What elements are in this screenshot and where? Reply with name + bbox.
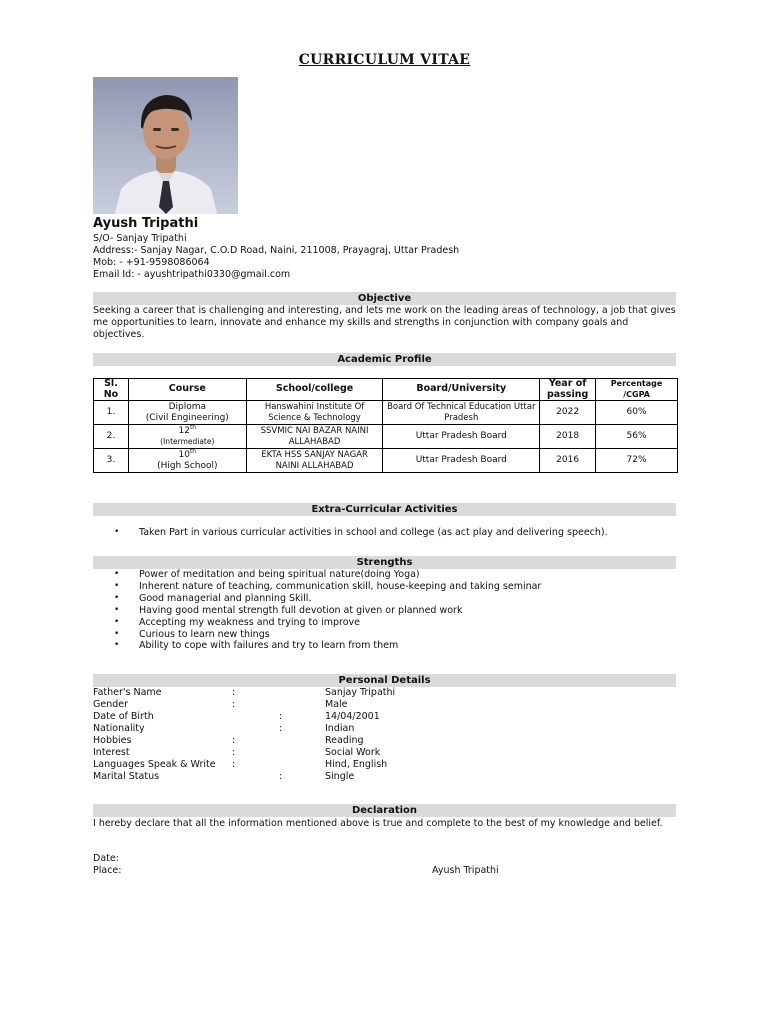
declaration-text: I hereby declare that all the information mentioned above is true and complete to the best of my knowledge and belief. (93, 818, 663, 829)
address: Address:- Sanjay Nagar, C.O.D Road, Naini, 211008, Prayagraj, Uttar Pradesh (93, 245, 460, 256)
personal-row-languages: Languages Speak & Write : Hind, English (93, 759, 388, 770)
academic-header-row (94, 379, 678, 401)
list-item: • Taken Part in various curricular activities in school and college (as act play and delivering speech). (93, 527, 608, 539)
contact-block (93, 233, 459, 281)
academic-heading: Academic Profile (93, 353, 676, 366)
signature-name: Ayush Tripathi (432, 865, 499, 876)
list-item: • Accepting my weakness and trying to improve (93, 617, 541, 629)
place-label: Place: (93, 865, 122, 876)
list-item: • Power of meditation and being spiritual nature(doing Yoga) (93, 569, 541, 581)
personal-row-nationality: Nationality : Indian (93, 723, 355, 734)
personal-row-hobbies: Hobbies : Reading (93, 735, 364, 746)
extracurricular-list (93, 527, 608, 539)
table-row: 3. 10th (High School) EKTA HSS SANJAY NAGAR NAINI ALLAHABAD Uttar Pradesh Board 2016 72% (94, 449, 678, 473)
personal-row-father: Father's Name : Sanjay Tripathi (93, 687, 396, 698)
personal-row-marital: Marital Status : Single (93, 771, 355, 782)
date-label: Date: (93, 853, 119, 864)
header-school: School/college (246, 379, 383, 401)
academic-table (93, 378, 678, 473)
table-row: 2. 12th (Intermediate) SSVMIC NAI BAZAR NAINI ALLAHABAD Uttar Pradesh Board 2018 56% (94, 425, 678, 449)
objective-text: Seeking a career that is challenging and interesting, and lets me work on the leading areas of technology, a job that gives me opportunities to learn, innovate and enhance my skills and strengths in conjunction with company goals and objectives. (93, 305, 676, 340)
personal-details (93, 687, 513, 783)
personal-row-interest: Interest : Social Work (93, 747, 381, 758)
list-item: • Curious to learn new things (93, 629, 541, 641)
strengths-list (93, 569, 541, 652)
profile-photo-image (93, 77, 238, 214)
list-item: • Inherent nature of teaching, communication skill, house-keeping and taking seminar (93, 581, 541, 593)
objective-heading: Objective (93, 292, 676, 305)
table-row: 1. Diploma (Civil Engineering) Hanswahini Institute Of Science & Technology Board Of Technical Education Uttar Pradesh 2022 60% (94, 401, 678, 425)
profile-photo (93, 77, 238, 214)
header-percentage: Percentage /CGPA (596, 379, 678, 401)
email: Email Id: - ayushtripathi0330@gmail.com (93, 269, 291, 280)
personal-row-gender: Gender : Male (93, 699, 348, 710)
header-board: Board/University (383, 379, 540, 401)
candidate-name: Ayush Tripathi (93, 216, 199, 231)
list-item: • Good managerial and planning Skill. (93, 593, 541, 605)
header-sl: Sl. No (94, 379, 129, 401)
list-item: • Having good mental strength full devotion at given or planned work (93, 605, 541, 617)
extracurricular-heading: Extra-Curricular Activities (93, 503, 676, 516)
declaration-heading: Declaration (93, 804, 676, 817)
parent-name: S/O- Sanjay Tripathi (93, 233, 187, 244)
list-item: • Ability to cope with failures and try to learn from them (93, 640, 541, 652)
personal-heading: Personal Details (93, 674, 676, 687)
header-course: Course (128, 379, 246, 401)
mobile: Mob: - +91-9598086064 (93, 257, 210, 268)
document-title: CURRICULUM VITAE (298, 52, 471, 68)
strengths-heading: Strengths (93, 556, 676, 569)
header-year: Year of passing (540, 379, 596, 401)
personal-row-dob: Date of Birth : 14/04/2001 (93, 711, 380, 722)
